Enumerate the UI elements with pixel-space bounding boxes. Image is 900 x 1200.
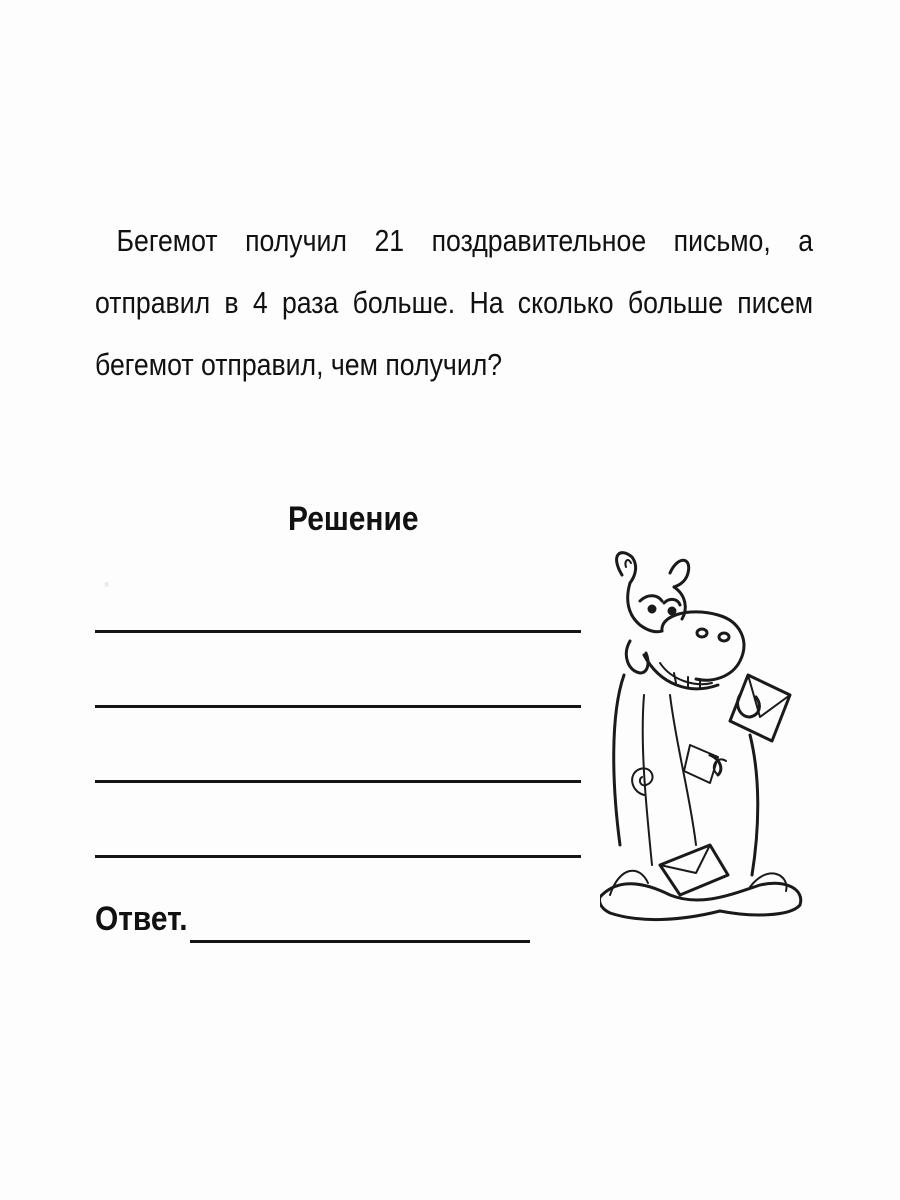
answer-line — [190, 940, 530, 943]
problem-text: Бегемот получил 21 поздравительное письмо, а отправил в 4 раза больше. На сколько больше писем бегемот отправил, чем получил? — [95, 223, 814, 382]
solution-line-1 — [95, 630, 581, 633]
hippo-with-letters-icon — [600, 545, 810, 935]
solution-line-2 — [95, 705, 581, 708]
solution-heading: Решение — [288, 500, 419, 538]
solution-line-3 — [95, 780, 581, 783]
solution-line-4 — [95, 855, 581, 858]
show-through-marks: · — [100, 560, 132, 604]
answer-label: Ответ. — [95, 900, 188, 938]
